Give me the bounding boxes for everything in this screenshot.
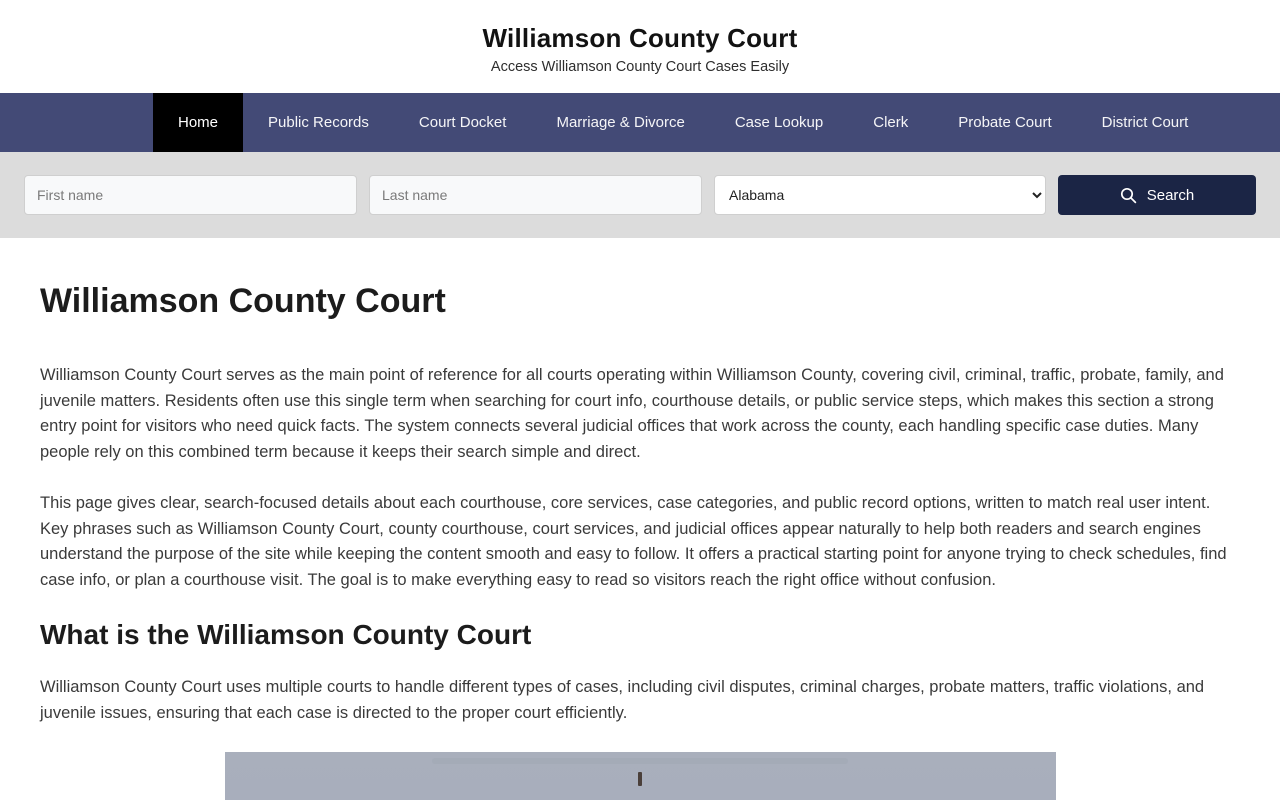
search-button[interactable] [1058,175,1256,215]
nav-item-public-records[interactable]: Public Records [268,114,369,131]
search-bar [0,152,1280,238]
nav-item-court-docket[interactable]: Court Docket [418,114,507,131]
search-icon [1120,187,1137,204]
intro-paragraph-2: This page gives clear, search-focused details about each courthouse, core services, case categories, and public record options, written to match real user intent. Key phrases such as Williamson County Court, county courthouse, court services, and judicial offices appear naturally to help both readers and search engines understand the purpose of the site while keeping the content smooth and easy to follow. It offers a practical starting point for anyone trying to check schedules, find case info, or plan a courthouse visit. The goal is to make everything easy to read so visitors reach the right office without confusion. [40,494,1227,589]
first-name-input[interactable] [24,175,357,215]
section-paragraph: Williamson County Court uses multiple courts to handle different types of cases, including civil disputes, criminal charges, probate matters, traffic violations, and juvenile issues, ensuring that each case is directed to the proper court efficiently. [40,678,1205,722]
courthouse-image [225,752,1056,800]
nav-item-case-lookup[interactable]: Case Lookup [734,114,824,131]
main-content [40,238,1240,800]
nav-item-clerk[interactable]: Clerk [873,114,909,131]
site-title: Williamson County Court [482,22,798,53]
intro-paragraph-1: Williamson County Court serves as the main point of reference for all courts operating within Williamson County, covering civil, criminal, traffic, probate, family, and juvenile matters. Residents often use this single term when searching for court info, courthouse details, or public service steps, which makes this section a strong entry point for visitors who need quick facts. The system connects several judicial offices that work across the county, each handling specific case duties. Many people rely on this combined term because it keeps their search simple and direct. [40,366,1224,461]
site-subtitle: Access Williamson County Court Cases Easily [490,58,790,75]
section-heading-what-is: What is the Williamson County Court [40,619,532,650]
page-title: Williamson County Court [40,282,446,320]
nav-item-probate-court[interactable]: Probate Court [958,114,1052,131]
sky-haze [432,758,848,764]
main-nav [0,93,1280,152]
site-header [0,0,1280,93]
nav-item-home[interactable]: Home [153,93,243,152]
nav-item-marriage-divorce[interactable]: Marriage & Divorce [556,114,685,131]
last-name-input[interactable] [369,175,702,215]
nav-item-district-court[interactable]: District Court [1101,114,1189,131]
search-button-label: Search [1146,186,1195,204]
state-select[interactable] [714,175,1046,215]
flagpole-top [638,772,642,786]
